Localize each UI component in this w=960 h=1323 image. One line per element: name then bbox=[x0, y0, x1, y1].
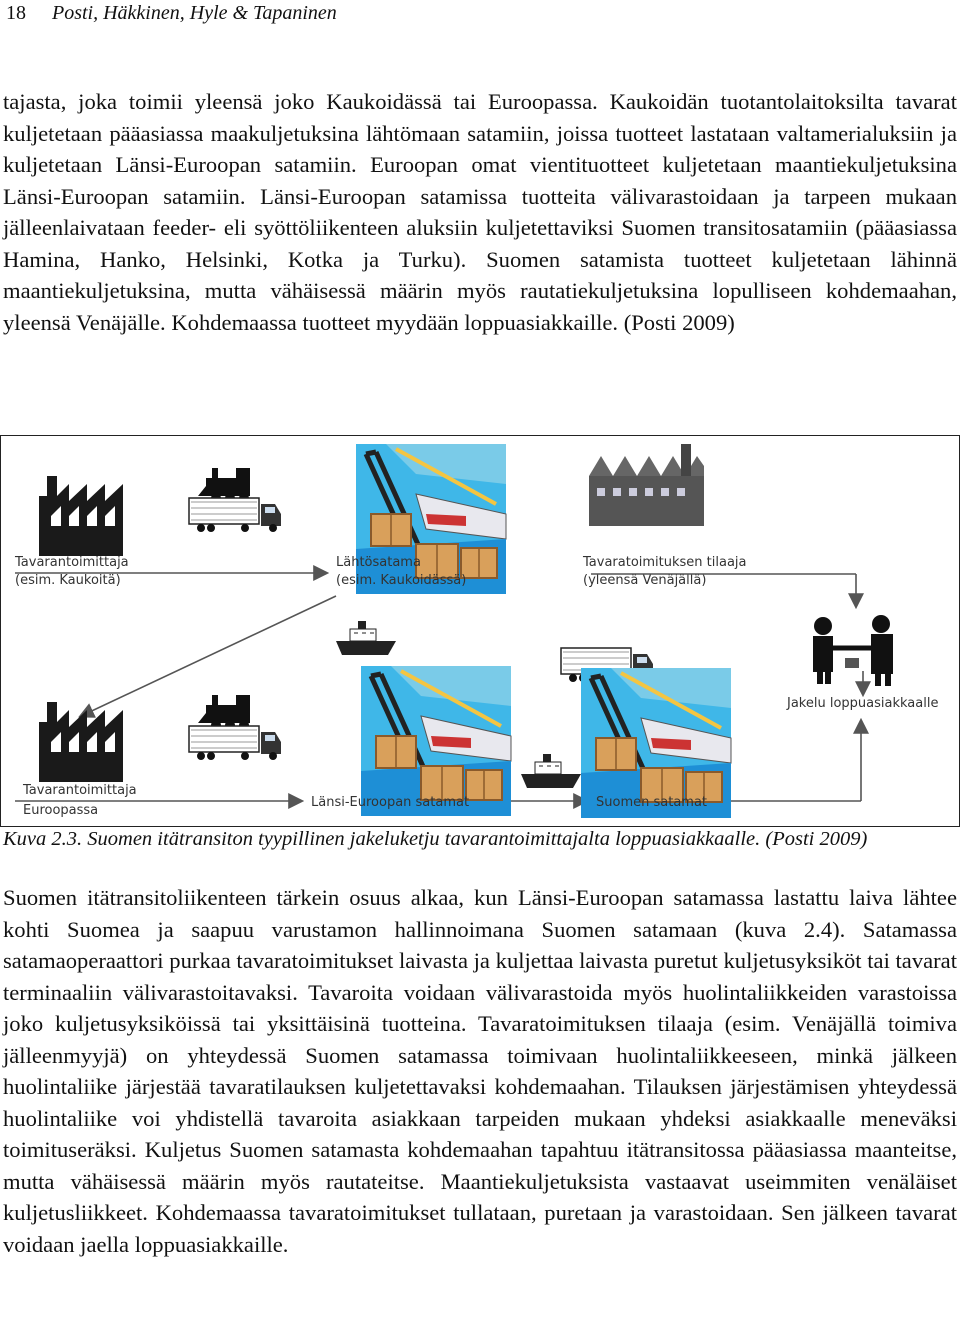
ship-icon-bottom bbox=[521, 754, 581, 788]
factory-icon-top bbox=[39, 476, 123, 556]
label-supplier-europe-1: Tavarantoimittaja bbox=[23, 783, 137, 798]
page-number: 18 bbox=[6, 2, 26, 24]
truck-icon-top bbox=[189, 498, 281, 532]
label-orderer-2: (yleensä Venäjällä) bbox=[583, 573, 707, 588]
label-supplier-far-east-1: Tavarantoimittaja bbox=[15, 555, 129, 570]
label-finnish-ports: Suomen satamat bbox=[596, 795, 708, 810]
supply-chain-figure bbox=[0, 435, 960, 827]
warehouse-icon bbox=[589, 444, 704, 526]
factory-icon-bottom bbox=[39, 702, 123, 782]
port-crane-icon-bottom bbox=[361, 666, 511, 816]
paragraph-1: tajasta, joka toimii yleensä joko Kaukoidässä tai Euroopassa. Kaukoidän tuotantolaitoksilta tavarat kuljetetaan pääasiassa maakuljetuksina lähtömaan satamiin, joissa tuotteet lastataan valtamerialuksiin ja kuljetetaan Länsi-Euroopan satamiin. Euroopan omat vientituotteet kuljetetaan maantiekuljetuksina Länsi-Euroopan satamiin. Länsi-Euroopan satamissa tuotteita välivarastoidaan ja tarpeen mukaan jälleenlaivataan feeder- eli syöttöliikenteen aluksiin kuljetettaviksi Suomen transitosatamiin (pääasiassa Hamina, Hanko, Helsinki, Kotka ja Turku). Suomen satamista tuotteet kuljetetaan lähinnä maantiekuljetuksina, mutta vähäisessä määrin myös rautatiekuljetuksina lopulliseen kohdemaahan, yleensä Venäjälle. Kohdemaassa tuotteet myydään loppuasiakkaille. (Posti 2009) bbox=[3, 89, 957, 335]
locomotive-icon-bottom bbox=[198, 695, 250, 730]
handshake-icon bbox=[813, 615, 893, 686]
running-title: Posti, Häkkinen, Hyle & Tapaninen bbox=[52, 2, 337, 24]
label-orderer-1: Tavaratoimituksen tilaaja bbox=[583, 555, 747, 570]
ship-icon-middle bbox=[336, 621, 396, 655]
label-departure-port-1: Lähtösatama bbox=[336, 555, 421, 570]
label-departure-port-2: (esim. Kaukoidässä) bbox=[336, 573, 467, 588]
label-supplier-far-east-2: (esim. Kaukoitä) bbox=[15, 573, 121, 588]
label-west-europe-ports: Länsi-Euroopan satamat bbox=[311, 795, 470, 810]
figure-drawing bbox=[1, 436, 960, 828]
figure-caption: Kuva 2.3. Suomen itätransiton tyypillinen jakeluketju tavarantoimittajalta loppuasiakkaalle. (Posti 2009) bbox=[3, 828, 868, 850]
port-crane-icon-top bbox=[356, 444, 506, 594]
label-delivery: Jakelu loppuasiakkaalle bbox=[787, 696, 939, 711]
page-header bbox=[0, 0, 960, 30]
paragraph-2: Suomen itätransitoliikenteen tärkein osuus alkaa, kun Länsi-Euroopan satamassa lastattu laiva lähtee kohti Suomea ja saapuu varustamon hallinnoimana Suomen satamaan (kuva 2.4). Satamassa satamaoperaattori purkaa tavaratoimitukset laivasta ja kuljettaa laivasta puretut kuljetusyksiköt tai tavarat terminaaliin välivarastoitavaksi. Tavaroita voidaan välivarastoida myös huolintaliikkeiden varastoissa joko kuljetusyksiköissä tai yksittäisinä tuotteina. Tavaratoimituksen tilaaja (esim. Venäjällä toimiva jälleenmyyjä) on yhteydessä Suomen satamassa toimivaan huolintaliikkeeseen, minkä jälkeen huolintaliike järjestää tavaratilauksen kuljetettavaksi kohdemaahan. Tilauksen järjestämisen yhteydessä huolintaliike voi yhdistellä tavaroita asiakkaan tarpeiden mukaan yhdeksi asiakkaalle meneväksi toimituseräksi. Kuljetus Suomen satamasta kohdemaahan tapahtuu itätransitossa pääasiassa maanteitse, mutta vähäisessä määrin myös rautateitse. Maantiekuljetuksista vastaavat useimmiten venäläiset kuljetusliikkeet. Kohdemaassa tavaratoimitukset tullataan, puretaan ja varastoidaan. Sen jälkeen tavarat voidaan jaella loppuasiakkaille. bbox=[3, 885, 957, 1257]
label-supplier-europe-2: Euroopassa bbox=[23, 803, 99, 818]
truck-icon-bottom bbox=[189, 726, 281, 760]
